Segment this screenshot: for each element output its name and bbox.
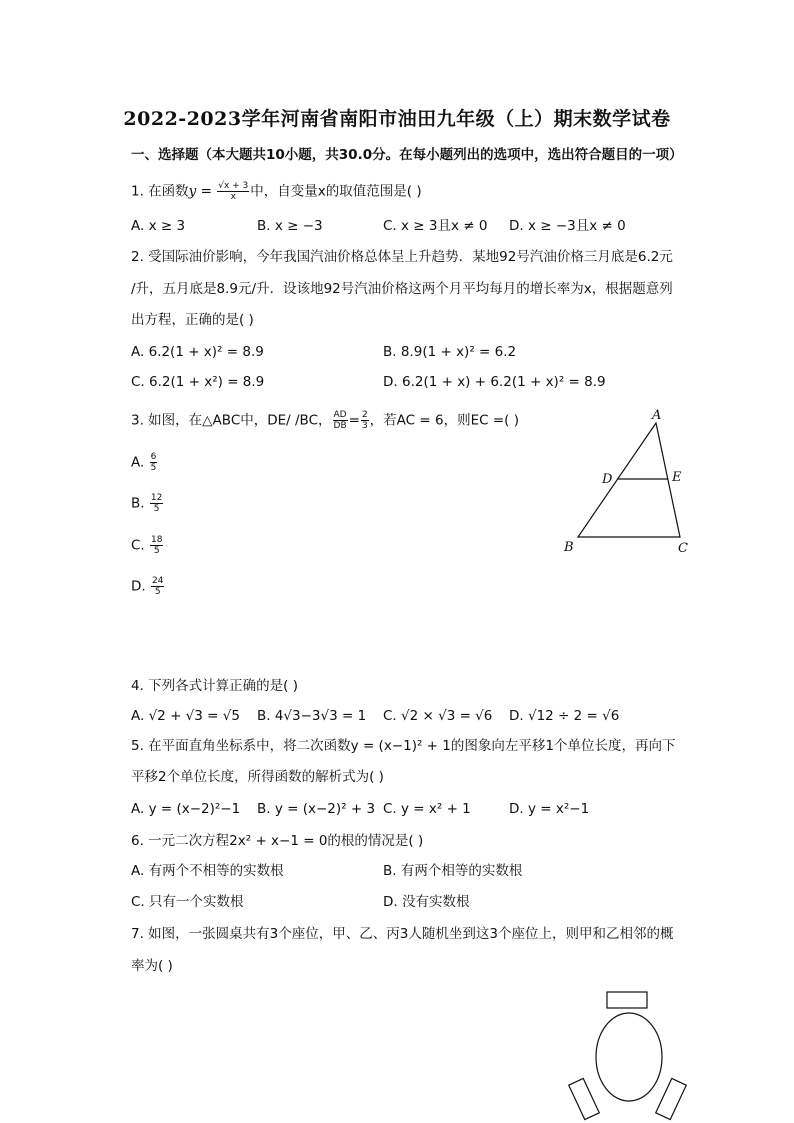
q3-option-b[interactable]: B. $\frac{12}{5}$ [131, 493, 163, 514]
q2-option-a[interactable]: A. 6.2(1 + x)² = 8.9 [131, 344, 264, 360]
q2-option-b[interactable]: B. 8.9(1 + x)² = 6.2 [383, 344, 517, 360]
question-4-stem: 4. 下列各式计算正确的是( ) [131, 678, 298, 694]
q1-option-d[interactable]: D. x ≥ −3且x ≠ 0 [509, 218, 626, 234]
q6-option-b[interactable]: B. 有两个相等的实数根 [383, 863, 523, 879]
q6-option-a[interactable]: A. 有两个不相等的实数根 [131, 863, 284, 879]
vertex-b-label: B [564, 540, 574, 555]
seat-top [607, 992, 647, 1008]
q1-option-b[interactable]: B. x ≥ −3 [257, 218, 323, 234]
question-2-line-3: 出方程，正确的是( ) [131, 312, 254, 328]
q4-option-c[interactable]: C. √2 × √3 = √6 [383, 708, 493, 724]
q5-option-d[interactable]: D. y = x²−1 [509, 801, 590, 817]
q4-option-d[interactable]: D. √12 ÷ 2 = √6 [509, 708, 620, 724]
q1-fraction: $\frac{√x + 3}{x}$ [218, 181, 249, 202]
seat-left [569, 1078, 600, 1119]
q5-option-b[interactable]: B. y = (x−2)² + 3 [257, 801, 376, 817]
q6-option-d[interactable]: D. 没有实数根 [383, 894, 470, 910]
section-heading: 一、选择题（本大题共10小题，共30.0分。在每小题列出的选项中，选出符合题目的一项） [131, 147, 683, 163]
seat-right [656, 1078, 687, 1119]
question-7-line-2: 率为( ) [131, 958, 173, 974]
vertex-c-label: C [678, 541, 688, 556]
q5-option-a[interactable]: A. y = (x−2)²−1 [131, 801, 241, 817]
question-3-stem: 3. 如图，在△ABC中，DE/ /BC， $\frac{AD}{DB}$ = $\frac{2}{3}$ ，若AC = 6，则EC =( ) [131, 410, 519, 431]
q1-option-a[interactable]: A. x ≥ 3 [131, 218, 186, 234]
exam-title: 2022-2023学年河南省南阳市油田九年级（上）期末数学试卷 [123, 108, 671, 130]
question-2-line-2: /升，五月底是8.9元/升．设该地92号汽油价格这两个月平均每月的增长率为x，根据题意列 [131, 281, 673, 297]
q2-option-d[interactable]: D. 6.2(1 + x) + 6.2(1 + x)² = 8.9 [383, 374, 606, 390]
vertex-d-label: D [602, 472, 613, 487]
q5-option-c[interactable]: C. y = x² + 1 [383, 801, 471, 817]
question-5-line-2: 平移2个单位长度，所得函数的解析式为( ) [131, 769, 384, 785]
q3-option-d[interactable]: D. $\frac{24}{5}$ [131, 576, 164, 597]
triangle-abc [578, 423, 680, 537]
q4-option-a[interactable]: A. √2 + √3 = √5 [131, 708, 240, 724]
question-6-stem: 6. 一元二次方程2x² + x−1 = 0的根的情况是( ) [131, 833, 424, 849]
round-table-figure [560, 985, 700, 1123]
vertex-e-label: E [672, 470, 682, 485]
question-7-line-1: 7. 如图，一张圆桌共有3个座位，甲、乙、丙3人随机坐到这3个座位上，则甲和乙相邻的概 [131, 926, 674, 942]
q3-option-c[interactable]: C. $\frac{18}{5}$ [131, 535, 163, 556]
question-2-line-1: 2. 受国际油价影响，今年我国汽油价格总体呈上升趋势．某地92号汽油价格三月底是6.2元 [131, 249, 673, 265]
triangle-figure [560, 402, 700, 562]
q2-option-c[interactable]: C. 6.2(1 + x²) = 8.9 [131, 374, 265, 390]
q3-option-a[interactable]: A. $\frac{6}{5}$ [131, 452, 157, 473]
round-table [596, 1013, 662, 1101]
q1-option-c[interactable]: C. x ≥ 3且x ≠ 0 [383, 218, 488, 234]
q6-option-c[interactable]: C. 只有一个实数根 [131, 894, 244, 910]
question-1-stem: 1. 在函数y = $\frac{√x + 3}{x}$ 中，自变量x的取值范围是( ) [131, 181, 422, 202]
q4-option-b[interactable]: B. 4√3−3√3 = 1 [257, 708, 367, 724]
question-5-line-1: 5. 在平面直角坐标系中，将二次函数y = (x−1)² + 1的图象向左平移1个单位长度，再向下 [131, 738, 676, 754]
vertex-a-label: A [652, 408, 662, 423]
